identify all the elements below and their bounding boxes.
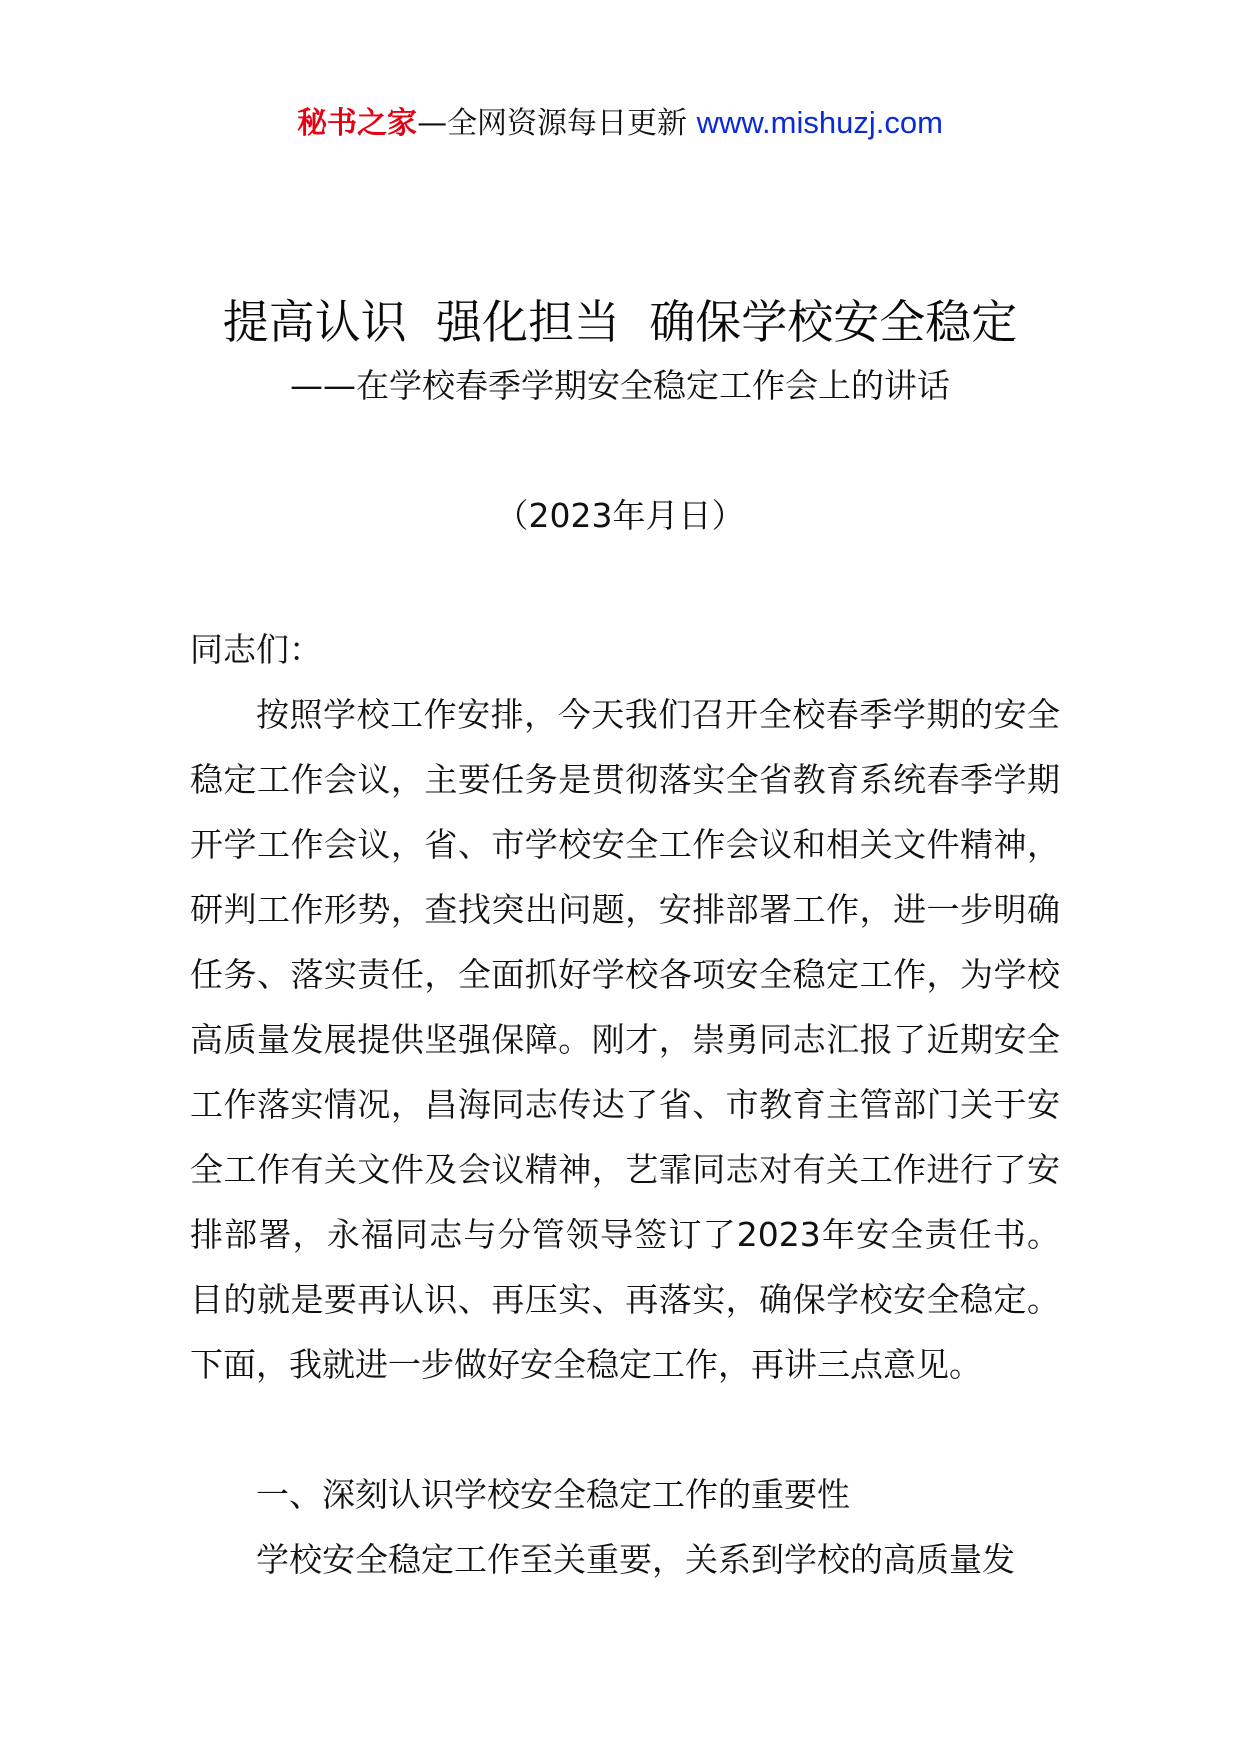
header-slogan: —全网资源每日更新 — [417, 106, 697, 141]
body-paragraph-continued: 学校安全稳定工作至关重要，关系到学校的高质量发 — [256, 1540, 1015, 1579]
document-date: （2023年月日） — [495, 496, 745, 535]
document-title: 提高认识 强化担当 确保学校安全稳定 — [222, 295, 1018, 349]
site-url-link[interactable]: www.mishuzj.com — [696, 105, 943, 140]
section-heading: 一、深刻认识学校安全稳定工作的重要性 — [256, 1475, 850, 1514]
salutation: 同志们： — [190, 630, 322, 669]
site-header — [0, 100, 1240, 147]
document-subtitle: ——在学校春季学期安全稳定工作会上的讲话 — [290, 366, 950, 405]
brand-name: 秘书之家 — [297, 106, 418, 141]
body-paragraph: 按照学校工作安排，今天我们召开全校春季学期的安全稳定工作会议，主要任务是贯彻落实全省教育系统春季学期开学工作会议，省、市学校安全工作会议和相关文件精神，研判工作形势，查找突出问题，安排部署工作，进一步明确任务、落实责任，全面抓好学校各项安全稳定工作，为学校高质量发展提供坚强保障。刚才，崇勇同志汇报了近期安全工作落实情况，昌海同志传达了省、市教育主管部门关于安全工作有关文件及会议精神，艺霏同志对有关工作进行了安排部署，永福同志与分管领导签订了2023年安全责任书。目的就是要再认识、再压实、再落实，确保学校安全稳定。下面，我就进一步做好安全稳定工作，再讲三点意见。 — [190, 695, 1060, 1384]
